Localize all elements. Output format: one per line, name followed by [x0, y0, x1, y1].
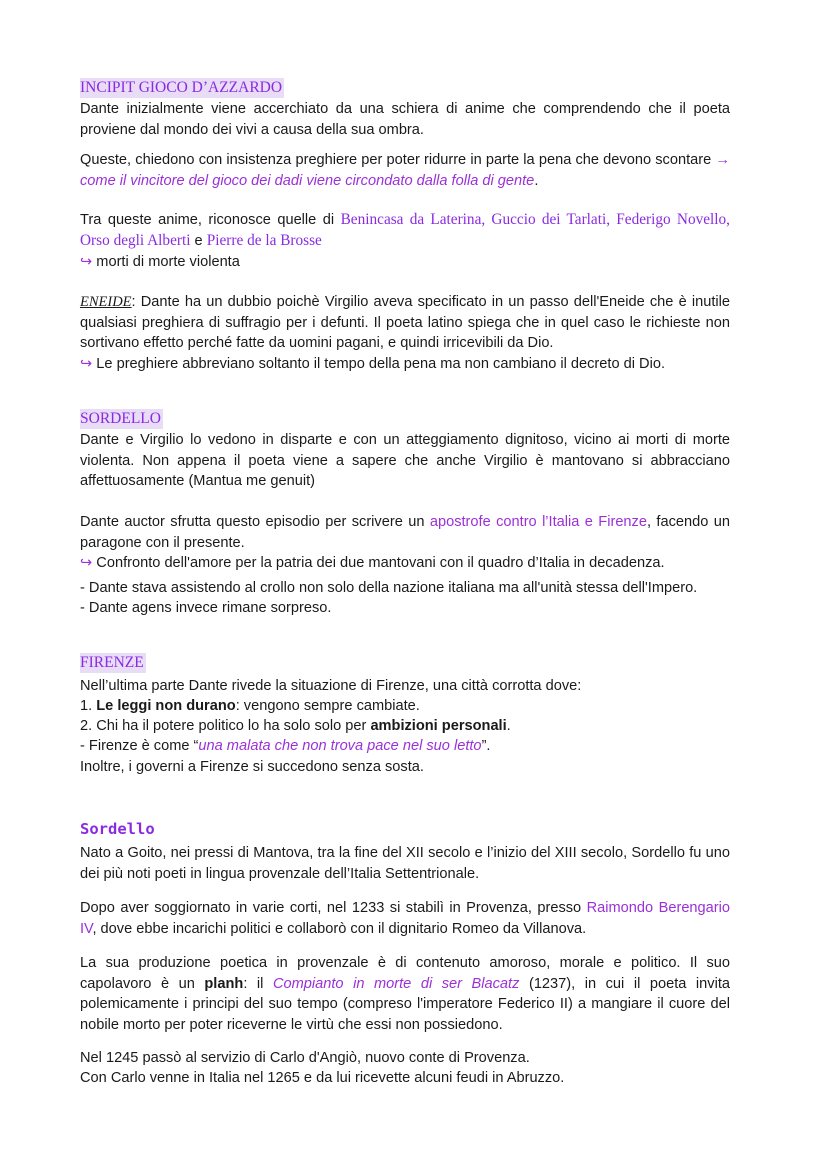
bullet-agens: - Dante agens invece rimane sorpreso. — [80, 600, 332, 616]
highlight-compianto: Compianto in morte di ser Blacatz — [272, 975, 520, 992]
names-souls-1: Benincasa da Laterina, Guccio dei Tarlati, Federigo Novello, Orso degli Alberti — [80, 211, 730, 249]
section-firenze — [80, 653, 730, 674]
firenze-intro: Nell’ultima parte Dante rivede la situazione di Firenze, una città corrotta dove: — [80, 678, 582, 694]
firenze-list-2: 2. Chi ha il potere politico lo ha solo solo per ambizioni personali. — [80, 718, 511, 734]
heading-firenze: FIRENZE — [80, 654, 144, 671]
paragraph-bio-4: Nel 1245 passò al servizio di Carlo d'Angiò, nuovo conte di Provenza. — [80, 1050, 530, 1066]
section-incipit — [80, 78, 730, 99]
heading-sordello-bio: Sordello — [80, 820, 155, 838]
note-violent-death: ↪ morti di morte violenta — [80, 254, 240, 270]
highlight-apostrofe: apostrofe contro l’Italia e Firenze — [429, 514, 647, 530]
firenze-list-3: - Firenze è come “una malata che non trova pace nel suo letto”. — [80, 738, 491, 754]
paragraph-incipit-2: Queste, chiedono con insistenza preghiere per poter ridurre in parte la pena che devono scontare → come il vincitore del gioco dei dadi viene circondato dalla folla di gente. — [80, 152, 730, 189]
names-souls-2: Pierre de la Brosse — [206, 231, 322, 249]
paragraph-bio-3: La sua produzione poetica in provenzale è di contenuto amoroso, morale e politico. Il suo capolavoro è un planh: il Compianto in morte di ser Blacatz (1237), in cui il poeta invita polemicamente i principi del suo tempo (compreso l'imperatore Federico II) a mangiare il cuore del nobile morto per poter riceverne le virtù che essi non possiedono. — [80, 955, 730, 1033]
return-arrow-icon: ↪ — [80, 555, 93, 571]
paragraph-sordello-2: Dante auctor sfrutta questo episodio per scrivere un apostrofe contro l’Italia e Firenze, facendo un paragone con il presente. — [80, 514, 730, 551]
heading-sordello: SORDELLO — [80, 410, 161, 427]
eneide-label: ENEIDE — [80, 294, 132, 310]
right-arrow-icon: → — [715, 152, 730, 168]
note-prayers: ↪ Le preghiere abbreviano soltanto il tempo della pena ma non cambiano il decreto di Dio. — [80, 356, 665, 372]
bullet-empire: - Dante stava assistendo al crollo non solo della nazione italiana ma all'unità stessa dell'Impero. — [80, 580, 698, 596]
paragraph-bio-2: Dopo aver soggiornato in varie corti, nel 1233 si stabilì in Provenza, presso Raimondo Berengario IV, dove ebbe incarichi politici e collaborò con il dignitario Romeo da Villanova. — [80, 900, 730, 937]
return-arrow-icon: ↪ — [80, 356, 93, 372]
section-sordello — [80, 409, 730, 430]
section-sordello-bio — [80, 819, 730, 841]
paragraph-incipit-1: Dante inizialmente viene accerchiato da una schiera di anime che comprendendo che il poeta proviene dal mondo dei vivi a causa della sua ombra. — [80, 101, 730, 138]
note-comparison: ↪ Confronto dell'amore per la patria dei due mantovani con il quadro d’Italia in decadenza. — [80, 555, 665, 571]
paragraph-sordello-1: Dante e Virgilio lo vedono in disparte e con un atteggiamento dignitoso, vicino ai morti di morte violenta. Non appena il poeta viene a sapere che anche Virgilio è mantovano si abbracciano affettuosamente (Mantua me genuit) — [80, 432, 730, 489]
paragraph-bio-1: Nato a Goito, nei pressi di Mantova, tra la fine del XII secolo e l’inizio del XIII secolo, Sordello fu uno dei più noti poeti in lingua provenzale dell’Italia Settentrionale. — [80, 845, 730, 882]
firenze-list-1: 1. Le leggi non durano: vengono sempre cambiate. — [80, 698, 420, 714]
paragraph-bio-5: Con Carlo venne in Italia nel 1265 e da lui ricevette alcuni feudi in Abruzzo. — [80, 1070, 565, 1086]
paragraph-incipit-3: Tra queste anime, riconosce quelle di Benincasa da Laterina, Guccio dei Tarlati, Federigo Novello, Orso degli Alberti e Pierre de la Brosse — [80, 211, 730, 249]
return-arrow-icon: ↪ — [80, 254, 93, 270]
highlight-malata: una malata che non trova pace nel suo letto — [198, 738, 482, 754]
firenze-governments: Inoltre, i governi a Firenze si succedono senza sosta. — [80, 759, 424, 775]
heading-incipit: INCIPIT GIOCO D’AZZARDO — [80, 79, 283, 96]
highlight-raimondo: Raimondo Berengario IV — [80, 900, 730, 937]
paragraph-eneide: ENEIDE: Dante ha un dubbio poichè Virgilio aveva specificato in un passo dell'Eneide che è inutile qualsiasi preghiera di suffragio per i defunti. Il poeta latino spiega che in quel caso le richieste non sortivano effetto perché fatte da uomini pagani, e quindi irricevibili da Dio. — [80, 294, 730, 351]
highlight-dice-comparison: come il vincitore del gioco dei dadi viene circondato dalla folla di gente — [80, 172, 535, 189]
